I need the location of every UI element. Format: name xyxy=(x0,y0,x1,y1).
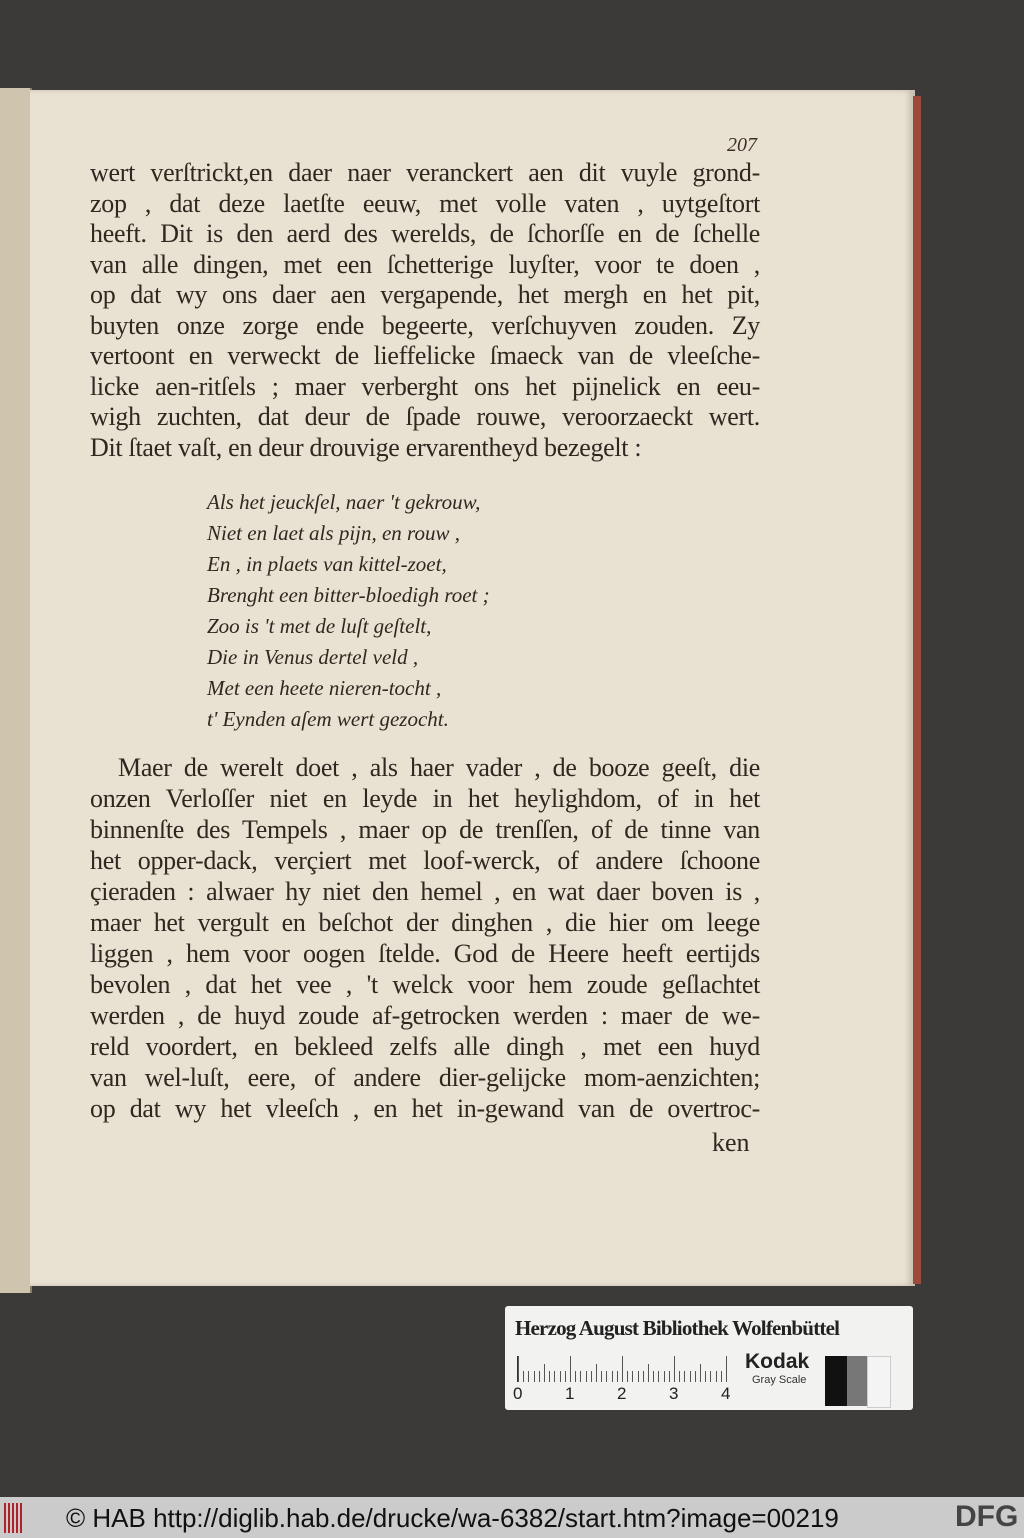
verse-line: Die in Venus dertel veld , xyxy=(207,645,419,669)
ruler-tick xyxy=(554,1371,555,1382)
page-edge xyxy=(913,96,921,1284)
text-line: werden , de huyd zoude af-getrocken werden : maer de we- xyxy=(90,1001,760,1030)
text-line: wigh zuchten, dat deur de ſpade rouwe, veroorzaeckt wert. xyxy=(90,402,760,431)
ruler-tick xyxy=(679,1371,680,1382)
text-line: het opper-dack, verçiert met loof-werck, of andere ſchoone xyxy=(90,846,760,875)
ruler-tick xyxy=(591,1371,592,1382)
ruler-tick xyxy=(528,1371,529,1382)
text-line: van wel-luſt, eere, of andere dier-gelijcke mom-aenzichten; xyxy=(90,1063,760,1092)
page-number: 207 xyxy=(727,134,757,156)
text-line: vertoont en verweckt de lieffelicke ſmaeck van de vleeſche- xyxy=(90,341,760,370)
ruler-number: 1 xyxy=(565,1384,575,1403)
ruler-tick xyxy=(721,1371,722,1382)
previous-page-edge xyxy=(0,88,32,1293)
ruler-tick xyxy=(606,1371,607,1382)
ruler-tick xyxy=(726,1356,727,1382)
ruler-tick xyxy=(705,1371,706,1382)
ruler-tick xyxy=(622,1356,623,1382)
footer-copyright-link[interactable]: © HAB http://diglib.hab.de/drucke/wa-6382/start.htm?image=00219 xyxy=(66,1503,839,1533)
ruler-tick xyxy=(612,1371,613,1382)
ruler-tick xyxy=(596,1364,597,1382)
ruler-tick xyxy=(643,1371,644,1382)
verse-line: Zoo is 't met de luſt geſtelt, xyxy=(207,614,432,638)
text-line: op dat wy het vleeſch , en het in-gewand van de overtroc- xyxy=(90,1094,760,1123)
ruler-number: 0 xyxy=(513,1384,523,1403)
ruler-tick xyxy=(695,1371,696,1382)
ruler-tick xyxy=(523,1371,524,1382)
ruler-tick xyxy=(690,1371,691,1382)
ruler-number: 2 xyxy=(617,1384,627,1403)
dfg-logo: DFG xyxy=(955,1500,1019,1533)
text-line: op dat wy ons daer aen vergapende, het mergh en het pit, xyxy=(90,280,760,309)
verse-line: En , in plaets van kittel-zoet, xyxy=(207,552,447,576)
ruler-tick xyxy=(586,1371,587,1382)
ruler-tick xyxy=(627,1371,628,1382)
ruler-tick xyxy=(518,1356,519,1382)
text-line: reld voordert, en bekleed zelfs alle dingh , met een huyd xyxy=(90,1032,760,1061)
text-line: maer het vergult en beſchot der dinghen , die hier om leege xyxy=(90,908,760,937)
ruler-tick xyxy=(539,1371,540,1382)
ruler-tick xyxy=(648,1364,649,1382)
library-label xyxy=(505,1306,913,1410)
text-line: buyten onze zorge ende begeerte, verſchuyven zouden. Zy xyxy=(90,310,760,340)
kodak-brand: Kodak xyxy=(745,1350,810,1373)
text-line: Maer de werelt doet , als haer vader , de booze geeſt, die xyxy=(118,753,760,782)
verse-line: t' Eynden aſem wert gezocht. xyxy=(207,707,449,731)
ruler-tick xyxy=(658,1371,659,1382)
ruler-tick xyxy=(684,1371,685,1382)
gray-swatch xyxy=(847,1356,867,1406)
ruler-tick xyxy=(580,1371,581,1382)
ruler-tick xyxy=(534,1371,535,1382)
ruler-tick xyxy=(560,1371,561,1382)
ruler-tick xyxy=(664,1371,665,1382)
ruler-tick xyxy=(653,1371,654,1382)
text-line: wert verſtrickt,en daer naer veranckert aen dit vuyle grond- xyxy=(90,158,760,187)
hab-logo-icon xyxy=(4,1503,24,1533)
ruler-tick xyxy=(549,1371,550,1382)
gray-scale-label: Gray Scale xyxy=(752,1374,807,1386)
text-line: Dit ſtaet vaſt, en deur drouvige ervarentheyd bezegelt : xyxy=(90,432,642,462)
ruler-number: 3 xyxy=(669,1384,679,1403)
ruler-tick xyxy=(617,1371,618,1382)
ruler-tick xyxy=(710,1371,711,1382)
text-line: çieraden : alwaer hy niet den hemel , en wat daer boven is , xyxy=(90,877,760,906)
ruler-tick xyxy=(716,1371,717,1382)
text-line: binnenſte des Tempels , maer op de trenſſen, of de tinne van xyxy=(90,815,760,844)
text-line: heeft. Dit is den aerd des werelds, de ſchorſſe en de ſchelle xyxy=(90,219,760,248)
library-name: Herzog August Bibliothek Wolfenbüttel xyxy=(515,1316,840,1340)
ruler-tick xyxy=(638,1371,639,1382)
black-swatch xyxy=(825,1356,847,1406)
ruler-scale xyxy=(517,1356,730,1382)
ruler-tick xyxy=(669,1371,670,1382)
verse-line: Als het jeuckſel, naer 't gekrouw, xyxy=(207,490,481,514)
text-line: liggen , hem voor oogen ſtelde. God de Heere heeft eertijds xyxy=(90,939,760,968)
text-line: onzen Verloſſer niet en leyde in het heylighdom, of in het xyxy=(90,784,760,813)
footer-bar xyxy=(0,1497,1024,1538)
verse-line: Niet en laet als pijn, en rouw , xyxy=(207,521,460,545)
ruler-tick xyxy=(700,1364,701,1382)
verse-line: Met een heete nieren-tocht , xyxy=(207,676,442,700)
catchword: ken xyxy=(712,1128,750,1157)
ruler-tick xyxy=(601,1371,602,1382)
text-line: van alle dingen, met een ſchetterige luyſter, voor te doen , xyxy=(90,249,760,279)
text-line: bevolen , dat het vee , 't welck voor hem zoude geſlachtet xyxy=(90,970,760,999)
verse-line: Brenght een bitter-bloedigh roet ; xyxy=(207,583,490,607)
ruler-tick xyxy=(575,1371,576,1382)
ruler-tick xyxy=(674,1356,675,1382)
white-swatch xyxy=(867,1356,891,1408)
text-line: zop , dat deze laetſte eeuw, met volle vaten , uytgeſtort xyxy=(90,188,760,218)
text-line: licke aen-ritſels ; maer verberght ons het pijnelick en eeu- xyxy=(90,371,760,401)
ruler-number: 4 xyxy=(721,1384,731,1403)
ruler-tick xyxy=(544,1364,545,1382)
ruler-tick xyxy=(565,1371,566,1382)
ruler-tick xyxy=(632,1371,633,1382)
ruler-tick xyxy=(570,1356,571,1382)
